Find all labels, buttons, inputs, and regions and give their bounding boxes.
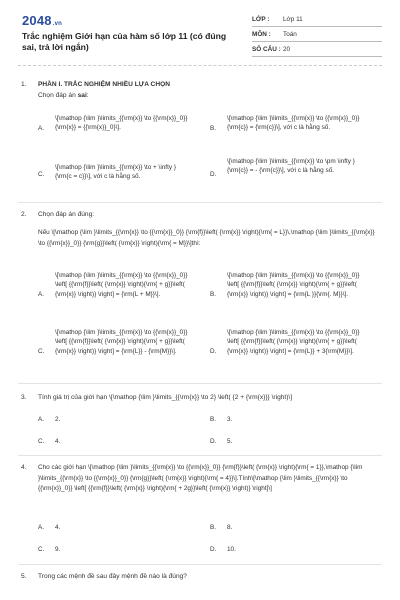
- header-divider: [18, 65, 382, 66]
- option-text: 9.: [55, 546, 61, 553]
- question-number: 3.: [21, 394, 27, 401]
- option-letter: B.: [210, 416, 217, 423]
- question-number: 4.: [21, 464, 27, 471]
- question-divider: [18, 564, 382, 565]
- question-prompt: Cho các giới hạn \[\mathop {\lim }\limits_{{\rm{x}} \to {{\rm{x}}_0}} {\rm{f}}\left( {\rm{x}} \right){\rm{ = 1}},\mathop {\lim }\limits_{{\rm{x}} \to {{\rm{x}}_0}} {\rm{g}}\left( {\rm{x}} \right){\rm{ = 4}}\].Tính\[\mathop {\lim }\limits_{{\rm{x}} \to {{\rm{x}}_0}} \left[ {{\rm{f}}\left( {\rm{x}} \right){\rm{ + 2g}}\left( {\rm{x}} \right)} \right]\]: [38, 464, 363, 492]
- option-text: 5.: [227, 438, 233, 445]
- option-text: \[\mathop {\lim }\limits_{{\rm{x}} \to {{\rm{x}}_0}} \left[ {{\rm{f}}\left( {\rm{x}} \right){\rm{ + g}}\left( {\rm{x}} \right)} \right] = {\rm{L}} + 3{\rm{M}}\].: [227, 329, 360, 355]
- option-letter: B.: [210, 291, 217, 298]
- prompt-suffix: :: [86, 92, 89, 99]
- logo-main: 2048: [22, 13, 52, 28]
- question-divider: [18, 383, 382, 384]
- document-title: Trắc nghiệm Giới hạn của hàm số lớp 11 (có đúng sai, trả lời ngắn): [22, 31, 227, 52]
- option-text: 3.: [227, 416, 233, 423]
- option-letter: C.: [38, 438, 45, 445]
- option-letter: A.: [38, 125, 45, 132]
- option-letter: D.: [210, 438, 217, 445]
- option-letter: A.: [38, 291, 45, 298]
- option-text: \[\mathop {\lim }\limits_{{\rm{x}} \to \pm \infty } {\rm{c}} = - {\rm{c}}\], với c là hằng số.: [227, 158, 355, 175]
- option-text: \[\mathop {\lim }\limits_{{\rm{x}} \to {{\rm{x}}_0}} {\rm{x}} = {{\rm{x}}_0}\].: [55, 115, 188, 132]
- option-text: \[\mathop {\lim }\limits_{{\rm{x}} \to {{\rm{x}}_0}} {\rm{c}} = {\rm{c}}\], với c là hằng số.: [227, 115, 360, 132]
- option-text: 8.: [227, 524, 233, 531]
- option-text: \[\mathop {\lim }\limits_{{\rm{x}} \to {{\rm{x}}_0}} \left[ {{\rm{f}}\left( {\rm{x}} \right){\rm{ + g}}\left( {\rm{x}} \right)} \right] = {\rm{L }}{\rm{. M}}\].: [227, 272, 360, 298]
- option-text: \[\mathop {\lim }\limits_{{\rm{x}} \to {{\rm{x}}_0}} \left[ {{\rm{f}}\left( {\rm{x}} \right){\rm{ + g}}\left( {\rm{x}} \right)} \right] = {\rm{L + M}}\].: [55, 272, 188, 298]
- option-letter: D.: [210, 171, 217, 178]
- option-letter: A.: [38, 524, 45, 531]
- question-prompt: Trong các mệnh đề sau đây mệnh đề nào là đúng?: [38, 573, 187, 580]
- subject-label: MÔN :: [252, 31, 271, 38]
- question-divider: [18, 455, 382, 456]
- option-letter: D.: [210, 546, 217, 553]
- option-letter: A.: [38, 416, 45, 423]
- option-text: 10.: [227, 546, 236, 553]
- question-prompt: [38, 91, 378, 101]
- option-letter: C.: [38, 171, 45, 178]
- option-text: 2.: [55, 416, 61, 423]
- meta-row-grade: [252, 14, 382, 27]
- question-divider: [18, 202, 382, 203]
- meta-row-subject: [252, 29, 382, 42]
- grade-value: Lớp 11: [283, 16, 303, 23]
- question-number: 5.: [21, 573, 27, 580]
- logo-tld: .vn: [52, 21, 63, 27]
- grade-label: LỚP :: [252, 16, 270, 23]
- site-logo[interactable]: [22, 13, 62, 28]
- option-text: 4.: [55, 438, 61, 445]
- option-letter: D.: [210, 348, 217, 355]
- meta-row-count: [252, 44, 382, 57]
- question-statement: Nếu \[\mathop {\lim }\limits_{{\rm{x}} \to {{\rm{x}}_0}} {\rm{f}}\left( {\rm{x}} \right){\rm{ = L}}\,\mathop {\lim }\limits_{{\rm{x}} \to {{\rm{x}}_0}} {\rm{g}}\left( {\rm{x}} \right){\rm{ = M}}\]thì:: [38, 229, 375, 247]
- option-letter: C.: [38, 348, 45, 355]
- subject-value: Toán: [283, 31, 297, 38]
- option-text: \[\mathop {\lim }\limits_{{\rm{x}} \to {{\rm{x}}_0}} \left[ {{\rm{f}}\left( {\rm{x}} \right){\rm{ + g}}\left( {\rm{x}} \right)} \right] = {\rm{L}} - {\rm{M}}\].: [55, 329, 188, 355]
- option-letter: B.: [210, 524, 217, 531]
- question-prompt: Chọn đáp án đúng:: [38, 211, 95, 218]
- count-value: 20: [283, 46, 291, 53]
- option-text: \[\mathop {\lim }\limits_{{\rm{x}} \to + \infty } {\rm{c = c}}\], với c là hằng số.: [55, 164, 176, 181]
- part-heading: PHẦN I. TRẮC NGHIỆM NHIỀU LỰA CHỌN: [38, 81, 170, 88]
- option-letter: C.: [38, 546, 45, 553]
- count-label: SỐ CÂU :: [252, 46, 281, 53]
- worksheet-header: [0, 0, 400, 64]
- prompt-keyword: sai: [77, 92, 87, 99]
- question-prompt: Tính giá trị của giới hạn \[\mathop {\lim }\limits_{{\rm{x}} \to 2} \left( {2 + {\rm{x}}} \right)\]: [38, 394, 293, 401]
- question-number: 2.: [21, 211, 27, 218]
- option-letter: B.: [210, 125, 217, 132]
- prompt-prefix: Chọn đáp án: [38, 92, 78, 99]
- question-number: 1.: [21, 81, 27, 88]
- option-text: 4.: [55, 524, 61, 531]
